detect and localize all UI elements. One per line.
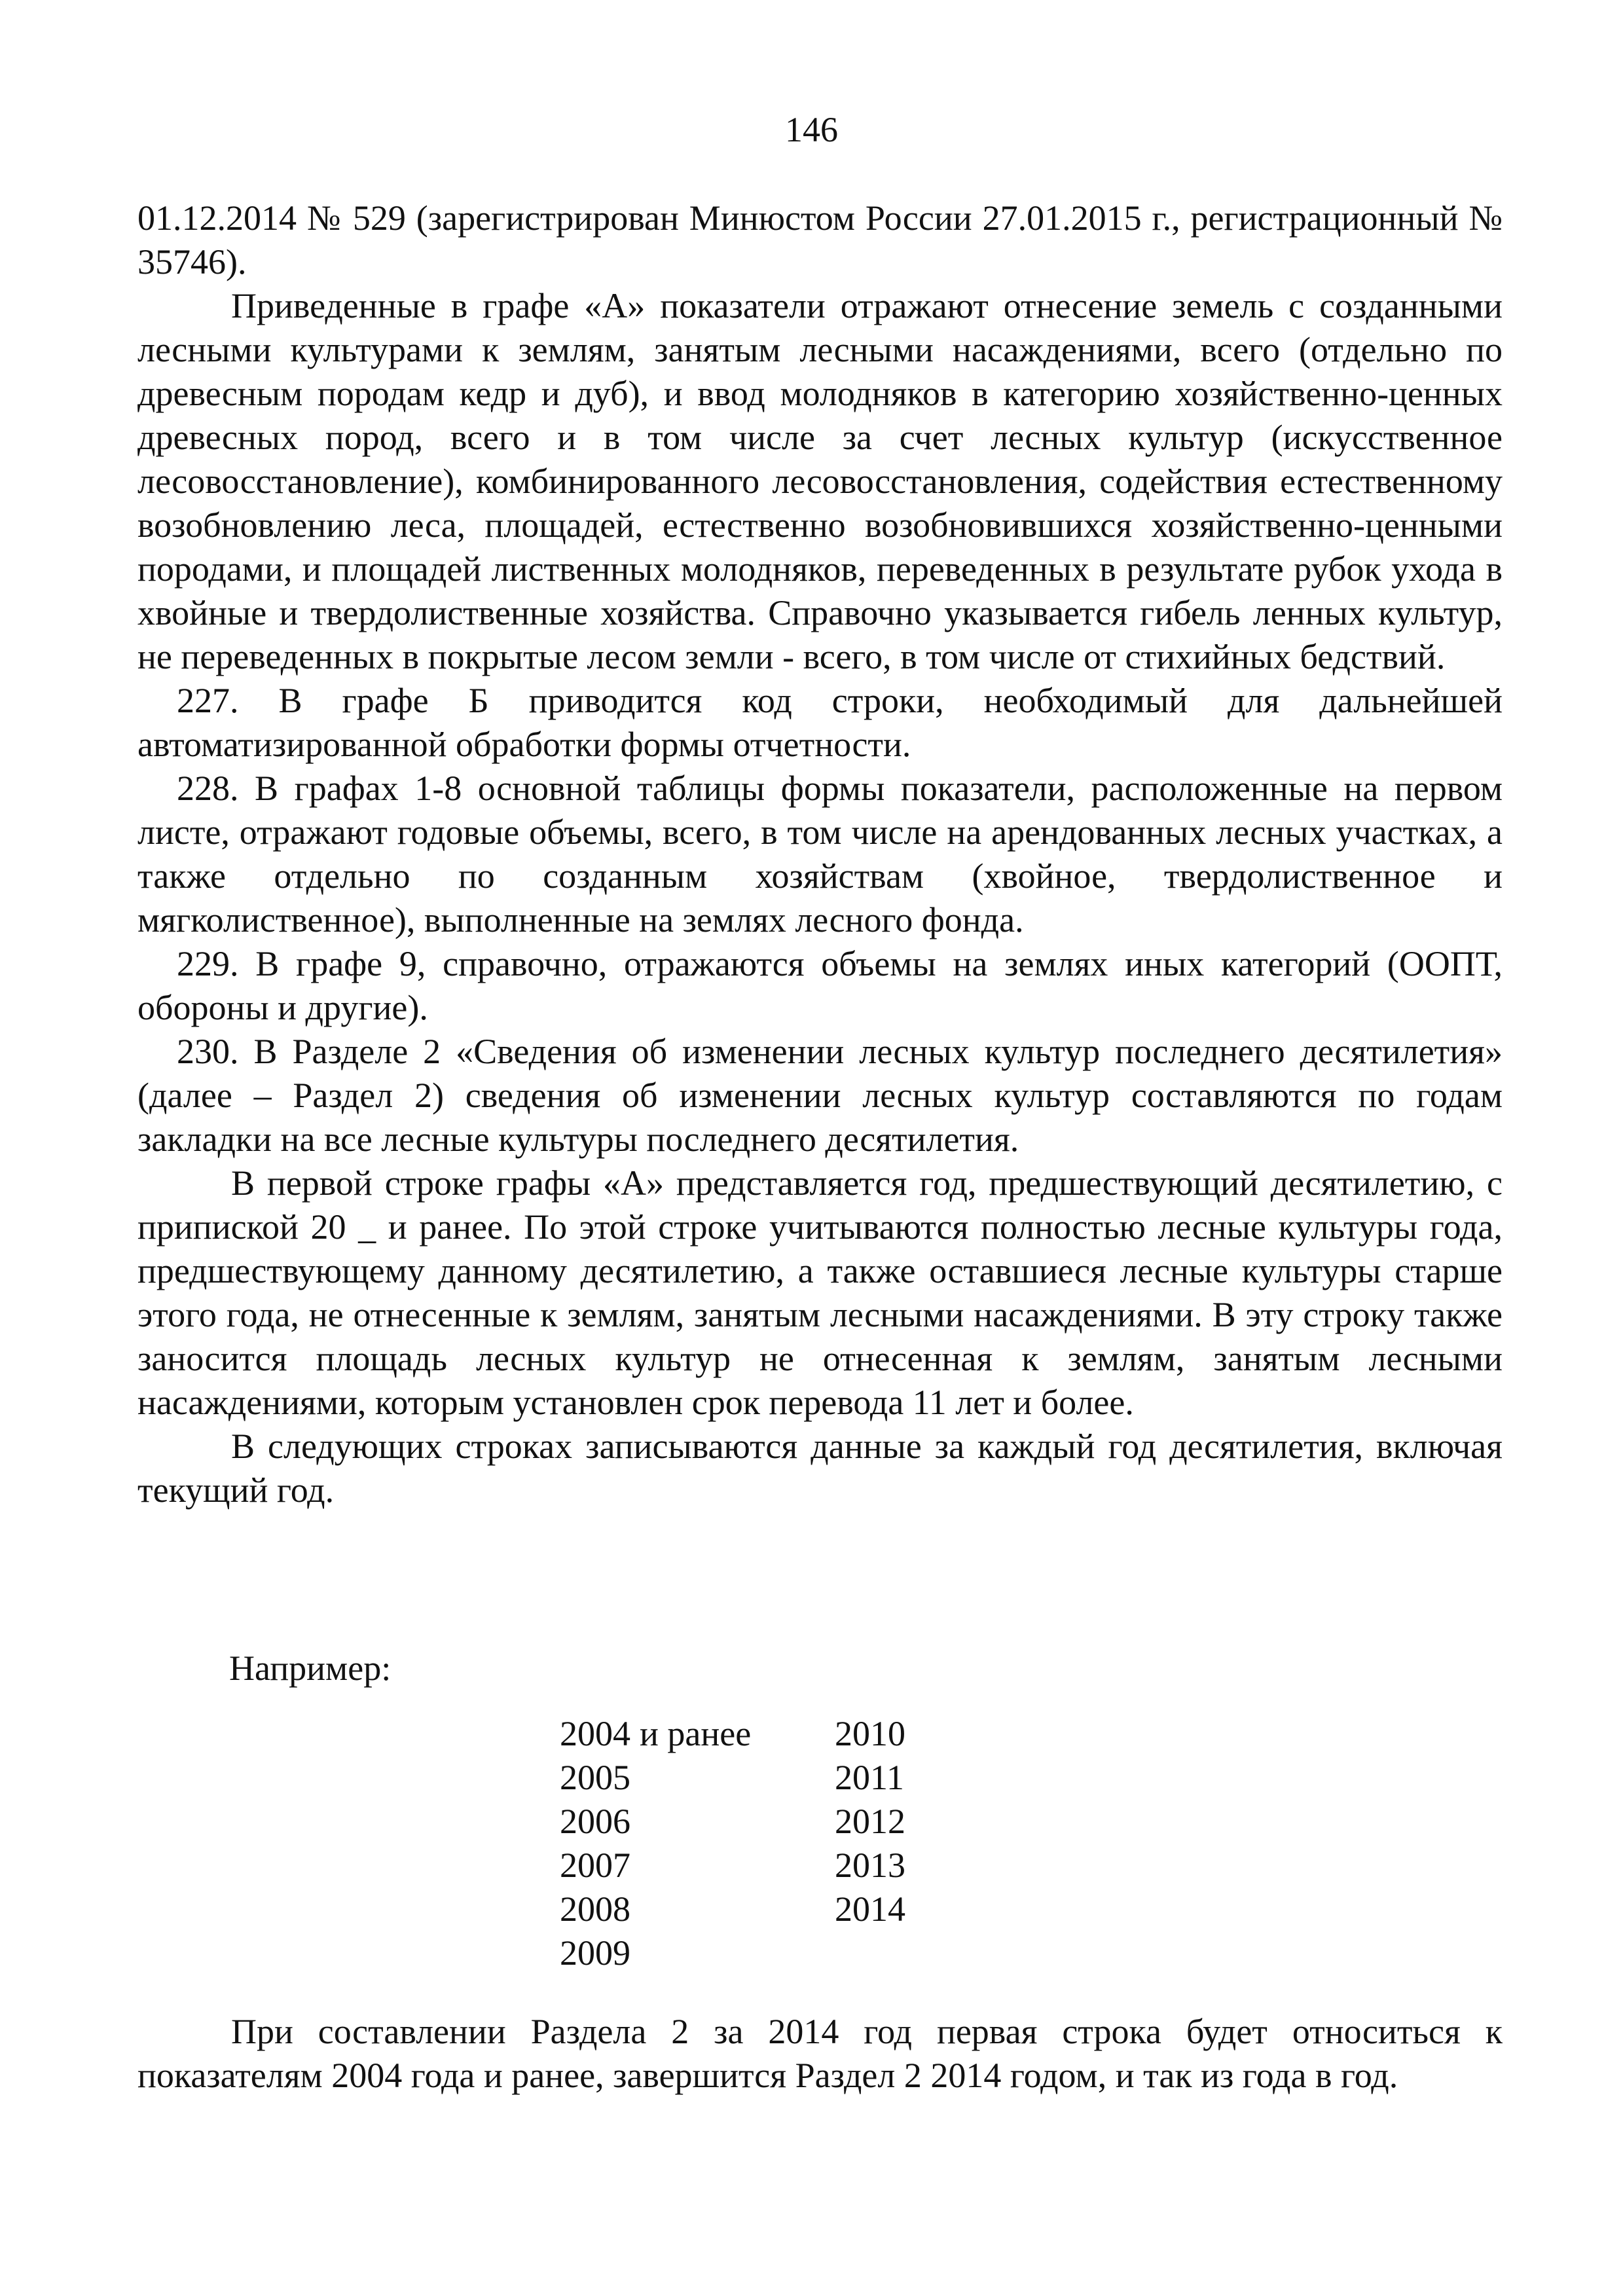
paragraph-item-227: 227. В графе Б приводится код строки, необходимый для дальнейшей автоматизированной обработки формы отчетности. — [137, 681, 1503, 764]
paragraph-continuation: 01.12.2014 № 529 (зарегистрирован Минюстом России 27.01.2015 г., регистрационный № 35746). — [137, 198, 1503, 282]
year-row: 2010 — [835, 1714, 905, 1753]
year-row: 2008 — [560, 1889, 630, 1929]
year-row: 2006 — [560, 1802, 630, 1841]
year-value: 2004 — [560, 1714, 630, 1753]
year-suffix: и ранее — [640, 1714, 752, 1753]
year-row: 2014 — [835, 1889, 905, 1929]
paragraph-item-229: 229. В графе 9, справочно, отражаются объемы на землях иных категорий (ООПТ, обороны и другие). — [137, 944, 1503, 1027]
example-label: Например: — [229, 1649, 392, 1688]
year-row: 2013 — [835, 1846, 905, 1885]
paragraph-indicators: Приведенные в графе «А» показатели отражают отнесение земель с созданными лесными культурами к землям, занятым лесными насаждениями, всего (отдельно по древесным породам кедр и дуб), и ввод молодняков в категорию хозяйственно-ценных древесных пород, всего и в том числе за счет лесных культур (искусственное лесовосстановление), комбинированного лесовосстановления, содействия естественному возобновлению леса, площадей, естественно возобновившихся хозяйственно-ценными породами, и площадей лиственных молодняков, переведенных в результате рубок ухода в хвойные и твердолиственные хозяйства. Справочно указывается гибель ленных культур, не переведенных в покрытые лесом земли - всего, в том числе от стихийных бедствий. — [137, 286, 1503, 676]
year-row: 2012 — [835, 1802, 905, 1841]
year-row: 2009 — [560, 1933, 630, 1973]
years-column-1 — [560, 1712, 822, 1975]
paragraph-first-row: В первой строке графы «А» представляется год, предшествующий десятилетию, с припиской 20 _ и ранее. По этой строке учитываются полностью лесные культуры года, предшествующему данному десятилетию, а также оставшиеся лесные культуры старше этого года, не отнесенные к землям, занятым лесными насаждениями. В эту строку также заносится площадь лесных культур не отнесенная к землям, занятым лесными насаждениями, которым установлен срок перевода 11 лет и более. — [137, 1163, 1503, 1422]
paragraph-next-rows: В следующих строках записываются данные за каждый год десятилетия, включая текущий год. — [137, 1427, 1503, 1510]
body-text — [137, 196, 1503, 1512]
year-row: 2005 — [560, 1758, 630, 1797]
paragraph-closing: При составлении Раздела 2 за 2014 год первая строка будет относиться к показателям 2004 года и ранее, завершится Раздел 2 2014 годом, и так из года в год. — [137, 2012, 1503, 2095]
year-row — [560, 1712, 822, 1756]
paragraph-item-230: 230. В Разделе 2 «Сведения об изменении лесных культур последнего десятилетия» (далее – Раздел 2) сведения об изменении лесных культур составляются по годам закладки на все лесные культуры последнего десятилетия. — [137, 1032, 1503, 1159]
closing-text — [137, 2010, 1503, 2098]
page-number: 146 — [785, 110, 838, 149]
year-row: 2011 — [835, 1758, 904, 1797]
paragraph-item-228: 228. В графах 1-8 основной таблицы формы показатели, расположенные на первом листе, отражают годовые объемы, всего, в том числе на арендованных лесных участках, а также отдельно по созданным хозяйствам (хвойное, твердолиственное и мягколиственное), выполненные на землях лесного фонда. — [137, 769, 1503, 939]
year-row: 2007 — [560, 1846, 630, 1885]
years-column-2 — [835, 1712, 966, 1931]
